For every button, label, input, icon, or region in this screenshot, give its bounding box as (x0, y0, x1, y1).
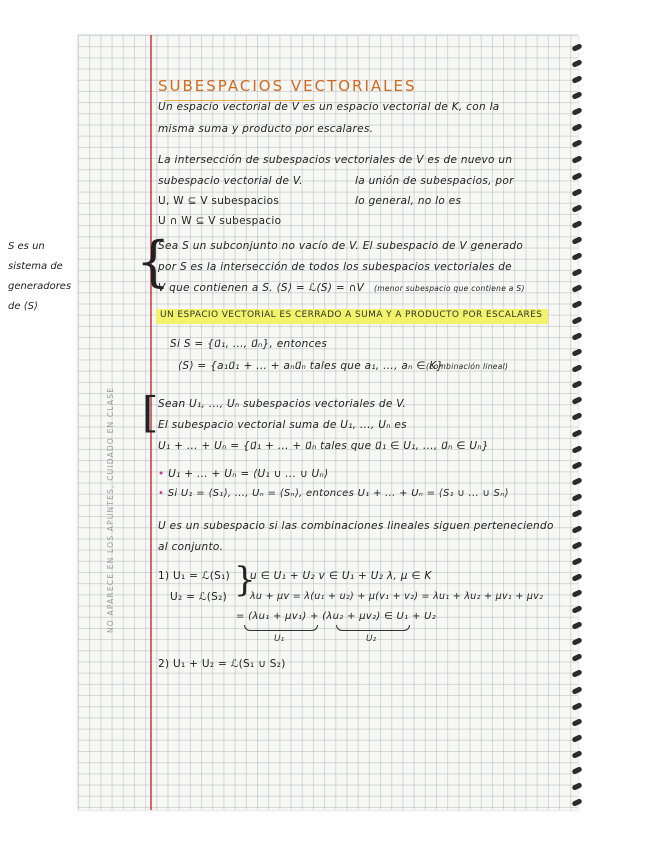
curly-brace-right: } (234, 560, 256, 600)
text-line: la unión de subespacios, por (355, 175, 514, 187)
math-line: u ∈ U₁ + U₂ v ∈ U₁ + U₂ λ, μ ∈ K (250, 570, 432, 582)
math-line: λu + μv = λ(u₁ + u₂) + μ(v₁ + v₂) = λu₁ + λu₂ + μv₁ + μv₂ (250, 591, 544, 602)
vertical-note: NO APARECE EN LOS APUNTES, CUIDADO EN CLASE (106, 386, 115, 633)
notebook-page (8, 35, 578, 810)
page-title: SUBESPACIOS VECTORIALES (158, 77, 417, 95)
math-line: U, W ⊆ V subespacios (158, 195, 280, 207)
text-line: U es un subespacio si las combinaciones lineales siguen perteneciendo (158, 520, 554, 532)
bullet-icon: • (158, 488, 168, 499)
text-line: U₁ + ... + Uₙ = {u⃗₁ + ... + u⃗ₙ tales que u⃗₁ ∈ U₁, ..., u⃗ₙ ∈ Uₙ} (158, 440, 489, 452)
text-line: por S es la intersección de todos los subespacios vectoriales de (158, 261, 512, 273)
text-line: El subespacio vectorial suma de U₁, ..., Uₙ es (158, 419, 407, 431)
bullet-line (158, 468, 328, 480)
bullet-text: Si U₁ = ⟨S₁⟩, ..., Uₙ = ⟨Sₙ⟩, entonces U₁ + ... + Uₙ = ⟨S₁ ∪ ... ∪ Sₙ⟩ (167, 488, 509, 499)
curly-brace: { (136, 230, 171, 293)
side-note: de ⟨S⟩ (8, 301, 38, 312)
text-line: misma suma y producto por escalares. (158, 123, 374, 135)
math-line: 1) U₁ = ℒ(S₁) (158, 570, 231, 582)
side-note: sistema de (8, 261, 63, 272)
text-line: Sea S un subconjunto no vacío de V. El subespacio de V generado (158, 240, 524, 252)
math-line: 2) U₁ + U₂ = ℒ(S₁ ∪ S₂) (158, 658, 286, 670)
text-line: subespacio vectorial de V. (158, 175, 303, 187)
bullet-icon: • (158, 468, 169, 480)
text-line: Si S = {u⃗₁, ..., u⃗ₙ}, entonces (170, 338, 328, 350)
side-note: generadores (8, 281, 72, 292)
math-line: U ∩ W ⊆ V subespacio (158, 215, 282, 227)
text-line: V que contienen a S. ⟨S⟩ = ℒ(S) = ∩V (158, 282, 365, 294)
text-line: ⟨S⟩ = {a₁u⃗₁ + ... + aₙu⃗ₙ tales que a₁, ..., aₙ ∈ K} (178, 360, 444, 372)
text-line: al conjunto. (158, 541, 224, 553)
side-note: S es un (8, 241, 45, 252)
math-line: = (λu₁ + μv₁) + (λu₂ + μv₂) ∈ U₁ + U₂ (236, 611, 437, 622)
text-line: La intersección de subespacios vectoriales de V es de nuevo un (158, 154, 513, 166)
bracket: [ (142, 388, 159, 437)
small-note: (combinación lineal) (426, 362, 509, 371)
spiral-binding (572, 45, 586, 805)
underbrace (244, 625, 318, 631)
underbrace-label: U₂ (366, 634, 377, 644)
underbrace (336, 625, 410, 631)
math-line: U₂ = ℒ(S₂) (170, 591, 227, 603)
bullet-text: U₁ + ... + Uₙ = ⟨U₁ ∪ ... ∪ Uₙ⟩ (168, 468, 329, 480)
small-note: (menor subespacio que contiene a S) (374, 284, 525, 293)
text-line: Sean U₁, ..., Uₙ subespacios vectoriales de V. (158, 398, 407, 410)
underbrace-label: U₁ (274, 634, 285, 644)
highlighted-text: UN ESPACIO VECTORIAL ES CERRADO A SUMA Y A PRODUCTO POR ESCALARES (160, 310, 543, 320)
text-line: Un espacio vectorial de V es un espacio vectorial de K, con la (158, 101, 500, 113)
text-line: lo general, no lo es (355, 195, 462, 207)
bullet-line (158, 488, 509, 499)
